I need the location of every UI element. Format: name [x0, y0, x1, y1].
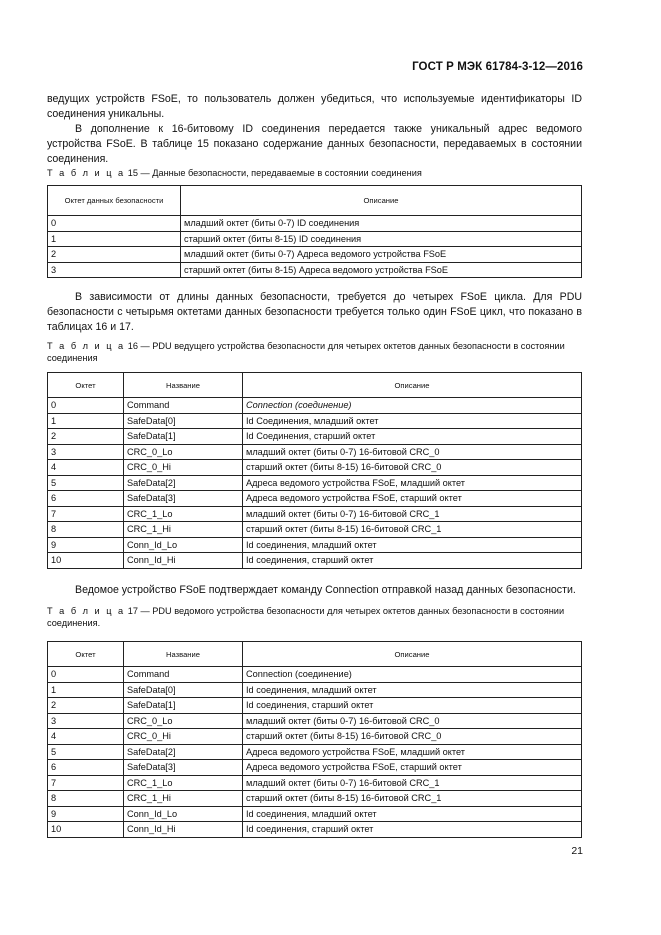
table-header-row — [48, 373, 582, 398]
table-cell: 4 — [48, 460, 124, 476]
table-cell: CRC_1_Lo — [124, 506, 243, 522]
table-cell: 7 — [48, 775, 124, 791]
table-row — [48, 429, 582, 445]
table-row — [48, 682, 582, 698]
table-row — [48, 553, 582, 569]
table-row — [48, 216, 582, 232]
table-cell: 8 — [48, 791, 124, 807]
table-row — [48, 413, 582, 429]
table-cell: CRC_0_Lo — [124, 713, 243, 729]
table-cell: SafeData[0] — [124, 682, 243, 698]
table-cell: Id соединения, старший октет — [243, 822, 582, 838]
table-cell: старший октет (биты 8-15) 16-битовой CRC_0 — [243, 460, 582, 476]
table-row — [48, 822, 582, 838]
table-cell: 1 — [48, 413, 124, 429]
table-cell: SafeData[3] — [124, 760, 243, 776]
table-row — [48, 247, 582, 263]
table-row — [48, 729, 582, 745]
page-number: 21 — [571, 845, 583, 857]
table-cell: 6 — [48, 760, 124, 776]
paragraph-2: В дополнение к 16-битовому ID соединения передается также уникальный адрес ведомого устройства FSoE. В таблице 15 показано содержание данных безопасности, передаваемых в состоянии соединения. — [47, 123, 582, 165]
paragraph-1: ведущих устройств FSoE, то пользователь должен убедиться, что используемые идентификаторы ID соединения уникальны. — [47, 93, 582, 120]
table-row — [48, 506, 582, 522]
column-header: Название — [124, 373, 243, 398]
table-cell: младший октет (биты 0-7) ID соединения — [181, 216, 582, 232]
table-cell: CRC_0_Lo — [124, 444, 243, 460]
column-header: Описание — [181, 186, 582, 216]
table-cell: 7 — [48, 506, 124, 522]
table-15-caption-text: 15 — Данные безопасности, передаваемые в состоянии соединения — [127, 168, 422, 178]
table-cell: SafeData[3] — [124, 491, 243, 507]
table-cell: Id Соединения, старший октет — [243, 429, 582, 445]
table-cell: Conn_Id_Lo — [124, 537, 243, 553]
table-row — [48, 744, 582, 760]
table-cell: младший октет (биты 0-7) 16-битовой CRC_1 — [243, 506, 582, 522]
table-cell: SafeData[0] — [124, 413, 243, 429]
table-row — [48, 775, 582, 791]
table-cell: Connection (соединение) — [243, 667, 582, 683]
table-cell: Адреса ведомого устройства FSoE, младший октет — [243, 744, 582, 760]
table-cell: Conn_Id_Hi — [124, 553, 243, 569]
column-header: Название — [124, 642, 243, 667]
table-17-caption — [47, 605, 582, 629]
table-row — [48, 491, 582, 507]
table-cell: младший октет (биты 0-7) 16-битовой CRC_1 — [243, 775, 582, 791]
table-cell: CRC_1_Hi — [124, 791, 243, 807]
column-header: Описание — [243, 642, 582, 667]
table-cell: 2 — [48, 429, 124, 445]
table-cell: Id соединения, младший октет — [243, 537, 582, 553]
table-cell: 5 — [48, 744, 124, 760]
table-cell: старший октет (биты 8-15) 16-битовой CRC_0 — [243, 729, 582, 745]
table-cell: 3 — [48, 262, 181, 278]
table-cell: Conn_Id_Lo — [124, 806, 243, 822]
table-15 — [47, 185, 582, 278]
table-row — [48, 475, 582, 491]
table-cell: 5 — [48, 475, 124, 491]
column-header: Октет — [48, 642, 124, 667]
table-cell: 1 — [48, 682, 124, 698]
table-cell: 6 — [48, 491, 124, 507]
table-cell: старший октет (биты 8-15) 16-битовой CRC_1 — [243, 791, 582, 807]
table-cell: Id соединения, младший октет — [243, 806, 582, 822]
table-cell: 10 — [48, 822, 124, 838]
table-cell: Адреса ведомого устройства FSoE, младший октет — [243, 475, 582, 491]
table-cell: 3 — [48, 713, 124, 729]
table-cell: SafeData[1] — [124, 429, 243, 445]
table-17 — [47, 641, 582, 838]
paragraph-4: Ведомое устройство FSoE подтверждает команду Connection отправкой назад данных безопасности. — [75, 584, 576, 596]
table-row — [48, 791, 582, 807]
table-row — [48, 460, 582, 476]
table-cell: Адреса ведомого устройства FSoE, старший октет — [243, 491, 582, 507]
table-16 — [47, 372, 582, 569]
table-cell: CRC_1_Lo — [124, 775, 243, 791]
standard-header: ГОСТ Р МЭК 61784-3-12—2016 — [412, 61, 583, 73]
table-cell: младший октет (биты 0-7) Адреса ведомого устройства FSoE — [181, 247, 582, 263]
table-cell: старший октет (биты 8-15) Адреса ведомого устройства FSoE — [181, 262, 582, 278]
table-15-caption — [47, 167, 582, 179]
table-header-row — [48, 186, 582, 216]
table-cell: CRC_1_Hi — [124, 522, 243, 538]
table-cell: CRC_0_Hi — [124, 729, 243, 745]
table-cell: Connection (соединение) — [243, 398, 582, 414]
table-cell: Id Соединения, младший октет — [243, 413, 582, 429]
table-row — [48, 698, 582, 714]
table-cell: 0 — [48, 216, 181, 232]
table-cell: 0 — [48, 398, 124, 414]
table-cell: Command — [124, 398, 243, 414]
table-cell: SafeData[2] — [124, 744, 243, 760]
table-cell: 10 — [48, 553, 124, 569]
table-cell: 8 — [48, 522, 124, 538]
table-cell: 2 — [48, 698, 124, 714]
table-cell: CRC_0_Hi — [124, 460, 243, 476]
table-cell: 0 — [48, 667, 124, 683]
table-cell: Id соединения, старший октет — [243, 553, 582, 569]
table-row — [48, 537, 582, 553]
table-row — [48, 444, 582, 460]
table-row — [48, 262, 582, 278]
table-row — [48, 713, 582, 729]
table-16-caption-text: 16 — PDU ведущего устройства безопасности для четырех октетов данных безопасности в состоянии соединения — [47, 341, 565, 363]
table-cell: Id соединения, старший октет — [243, 698, 582, 714]
paragraph-3: В зависимости от длины данных безопасности, требуется до четырех FSoE цикла. Для PDU безопасности с четырьмя октетами данных безопасности требуется только один FSoE цикл, что показано в таблицах 16 и 17. — [47, 291, 582, 333]
table-row — [48, 806, 582, 822]
table-header-row — [48, 642, 582, 667]
table-cell: Conn_Id_Hi — [124, 822, 243, 838]
table-cell: Адреса ведомого устройства FSoE, старший октет — [243, 760, 582, 776]
table-cell: 9 — [48, 537, 124, 553]
table-cell: Command — [124, 667, 243, 683]
table-cell: старший октет (биты 8-15) ID соединения — [181, 231, 582, 247]
table-cell: 3 — [48, 444, 124, 460]
table-cell: 2 — [48, 247, 181, 263]
table-cell: младший октет (биты 0-7) 16-битовой CRC_0 — [243, 713, 582, 729]
table-row — [48, 522, 582, 538]
table-17-caption-text: 17 — PDU ведомого устройства безопасности для четырех октетов данных безопасности в состоянии соединения. — [47, 606, 565, 628]
column-header: Описание — [243, 373, 582, 398]
table-cell: SafeData[1] — [124, 698, 243, 714]
table-cell: Id соединения, младший октет — [243, 682, 582, 698]
table-cell: 1 — [48, 231, 181, 247]
table-row — [48, 760, 582, 776]
table-15-label: Т а б л и ц а — [47, 168, 126, 178]
table-16-caption — [47, 340, 582, 364]
table-17-label: Т а б л и ц а — [47, 606, 126, 616]
column-header: Октет данных безопасности — [48, 186, 181, 216]
table-cell: старший октет (биты 8-15) 16-битовой CRC_1 — [243, 522, 582, 538]
column-header: Октет — [48, 373, 124, 398]
table-cell: SafeData[2] — [124, 475, 243, 491]
table-16-label: Т а б л и ц а — [47, 341, 126, 351]
table-row — [48, 667, 582, 683]
table-cell: 9 — [48, 806, 124, 822]
table-cell: младший октет (биты 0-7) 16-битовой CRC_0 — [243, 444, 582, 460]
table-row — [48, 398, 582, 414]
table-row — [48, 231, 582, 247]
table-cell: 4 — [48, 729, 124, 745]
